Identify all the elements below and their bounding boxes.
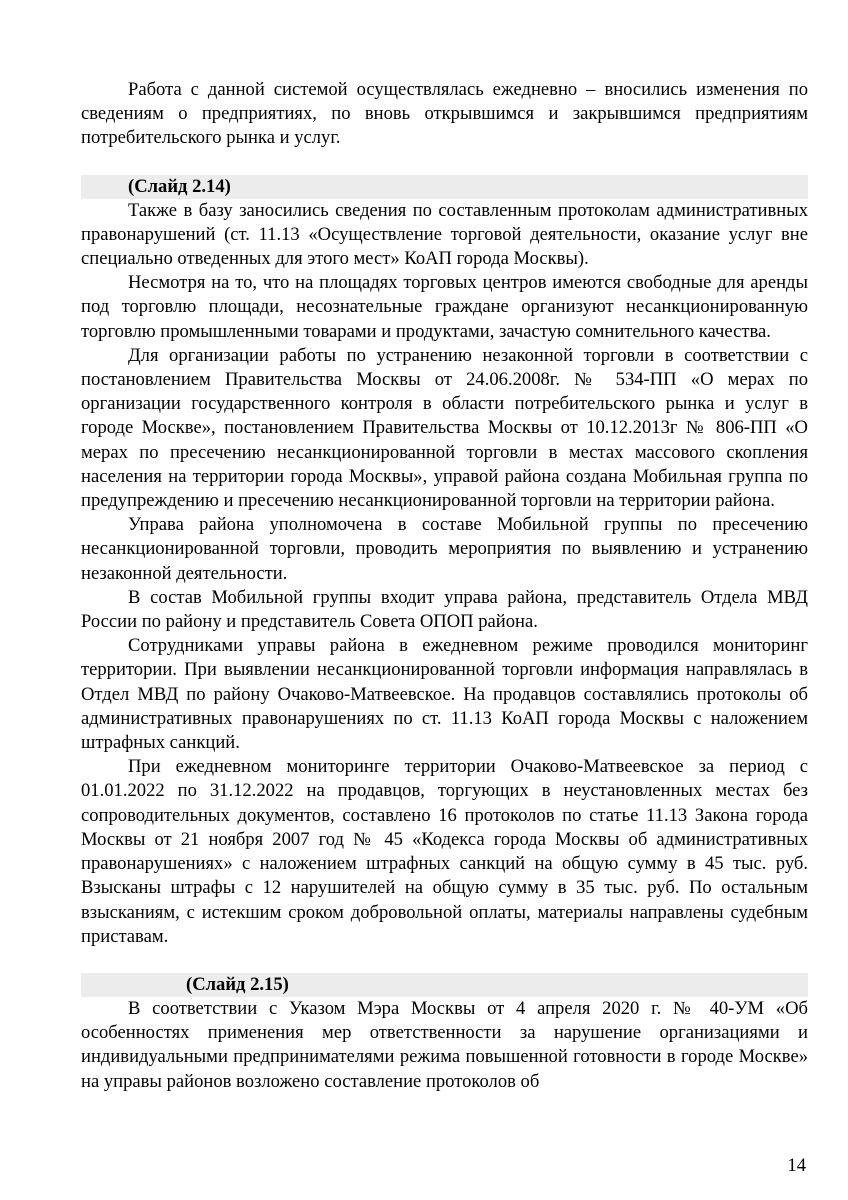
paragraph: В соответствии с Указом Мэра Москвы от 4 апреля 2020 г. № 40-УМ «Об особенностях применения мер ответственности за нарушение организациями и индивидуальными предпринимателями режима повышенной готовности в городе Москве» на управы районов возложено составление протоколов об [81,997,808,1092]
paragraph: Для организации работы по устранению незаконной торговли в соответствии с постановлением Правительства Москвы от 24.06.2008г. № 534-ПП «О мерах по организации государственного контроля в области потребительского рынка и услуг в городе Москве», постановлением Правительства Москвы от 10.12.2013г № 806-ПП «О мерах по пресечению несанкционированной торговли в местах массового скопления населения на территории города Москвы», управой района создана Мобильная группа по предупреждению и пресечению несанкционированной торговли на территории района. [81,344,808,512]
section-slide-2-15 [81,973,808,1094]
paragraph: При ежедневном мониторинге территории Очаково-Матвеевское за период с 01.01.2022 по 31.12.2022 на продавцов, торгующих в неустановленных местах без сопроводительных документов, составлено 16 протоколов по статье 11.13 Закона города Москвы от 21 ноября 2007 год № 45 «Кодекса города Москвы об административных правонарушениях» с наложением штрафных санкций на общую сумму в 45 тыс. руб. Взысканы штрафы с 12 нарушителей на общую сумму в 35 тыс. руб. По остальным взысканиям, с истекшим сроком добровольной оплаты, материалы направлены судебным приставам. [81,756,808,947]
paragraph-intro: Работа с данной системой осуществлялась ежедневно – вносились изменения по сведениям о предприятиях, по вновь открывшимся и закрывшимся предприятиям потребительского рынка и услуг. [81,79,808,149]
paragraph: В состав Мобильной группы входит управа района, представитель Отдела МВД России по району и представитель Совета ОПОП района. [81,586,808,633]
page-number: 14 [787,1155,806,1176]
document-page [81,78,808,1094]
section-slide-2-14 [81,175,808,949]
slide-heading-2-14: (Слайд 2.14) [81,175,808,199]
paragraph: Управа района уполномочена в составе Мобильной группы по пресечению несанкционированной торговли, проводить мероприятия по выявлению и устранению незаконной деятельности. [81,514,808,584]
slide-heading-2-15: (Слайд 2.15) [81,973,808,997]
paragraph: Сотрудниками управы района в ежедневном режиме проводился мониторинг территории. При выявлении несанкционированной торговли информация направлялась в Отдел МВД по району Очаково-Матвеевское. На продавцов составлялись протоколы об административных правонарушениях по ст. 11.13 КоАП города Москвы с наложением штрафных санкций. [81,635,808,754]
paragraph: Несмотря на то, что на площадях торговых центров имеются свободные для аренды под торговлю площади, несознательные граждане организуют несанкционированную торговлю промышленными товарами и продуктами, зачастую сомнительного качества. [81,272,808,342]
paragraph: Также в базу заносились сведения по составленным протоколам административных правонарушений (ст. 11.13 «Осуществление торговой деятельности, оказание услуг вне специально отведенных для этого мест» КоАП города Москвы). [81,199,808,270]
